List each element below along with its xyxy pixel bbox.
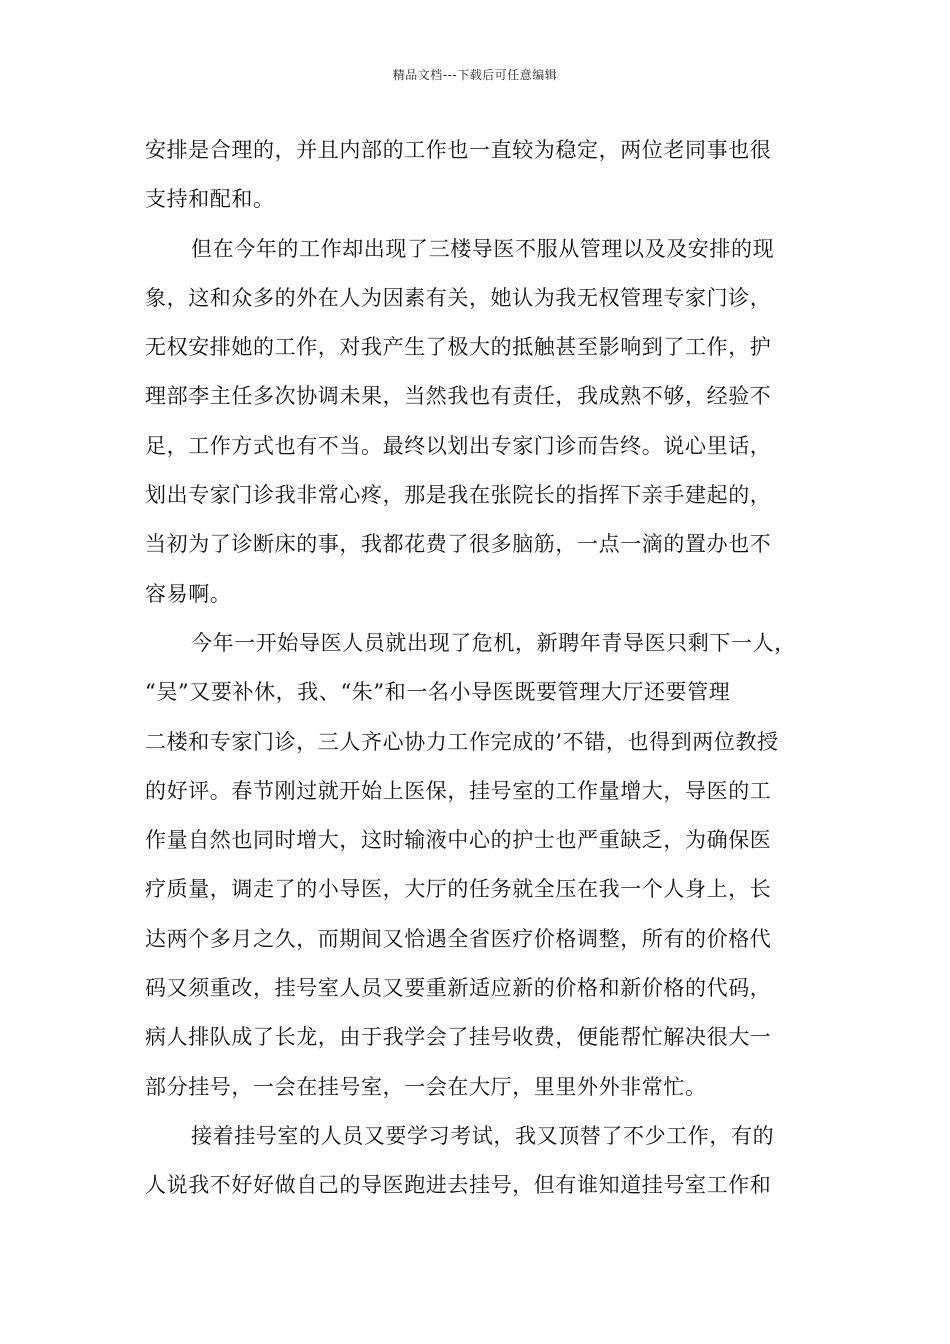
paragraph-first-line: 接着挂号室的人员又要学习考试，我又顶替了不少工作，有的 — [191, 1123, 775, 1148]
text-line: 作量自然也同时增大，这时输液中心的护士也严重缺乏，为确保医 — [145, 828, 772, 853]
text-line: 病人排队成了长龙，由于我学会了挂号收费，便能帮忙解决很大一 — [145, 1025, 772, 1050]
text-line: 支持和配和。 — [145, 187, 275, 212]
text-line: 疗质量，调走了的小导医，大厅的任务就全压在我一个人身上，长 — [145, 877, 772, 902]
text-line: 人说我不好好做自己的导医跑进去挂号，但有谁知道挂号室工作和 — [145, 1173, 772, 1198]
text-line: 无权安排她的工作，对我产生了极大的抵触甚至影响到了工作，护 — [145, 335, 772, 360]
text-line: 容易啊。 — [145, 581, 232, 606]
page-header: 精品文档---下载后可任意编辑 — [392, 68, 558, 82]
text-line: 达两个多月之久，而期间又恰遇全省医疗价格调整，所有的价格代 — [145, 926, 772, 951]
text-line: “吴”又要补休，我、“朱”和一名小导医既要管理大厅还要管理 — [145, 680, 731, 705]
text-line: 象，这和众多的外在人为因素有关，她认为我无权管理专家门诊， — [145, 285, 772, 310]
body-text — [145, 126, 817, 1211]
text-line: 部分挂号，一会在挂号室，一会在大厅，里里外外非常忙。 — [145, 1074, 707, 1099]
text-line: 二楼和专家门诊，三人齐心协力工作完成的’不错，也得到两位教授 — [145, 729, 779, 754]
paragraph-first-line: 但在今年的工作却出现了三楼导医不服从管理以及及安排的现 — [191, 236, 775, 261]
text-line: 理部李主任多次协调未果，当然我也有责任，我成熟不够，经验不 — [145, 384, 772, 409]
text-line: 当初为了诊断床的事，我都花费了很多脑筋，一点一滴的置办也不 — [145, 532, 772, 557]
text-line: 安排是合理的，并且内部的工作也一直较为稳定，两位老同事也很 — [145, 138, 772, 162]
text-line: 码又须重改，挂号室人员又要重新适应新的价格和新价格的代码， — [145, 976, 772, 1001]
paragraph-first-line: 今年一开始导医人员就出现了危机，新聘年青导医只剩下一人， — [191, 630, 796, 655]
text-line: 划出专家门诊我非常心疼，那是我在张院长的指挥下亲手建起的， — [145, 483, 772, 508]
text-line: 的好评。春节刚过就开始上医保，挂号室的工作量增大，导医的工 — [145, 778, 772, 803]
text-line: 足，工作方式也有不当。最终以划出专家门诊而告终。说心里话， — [145, 433, 772, 458]
